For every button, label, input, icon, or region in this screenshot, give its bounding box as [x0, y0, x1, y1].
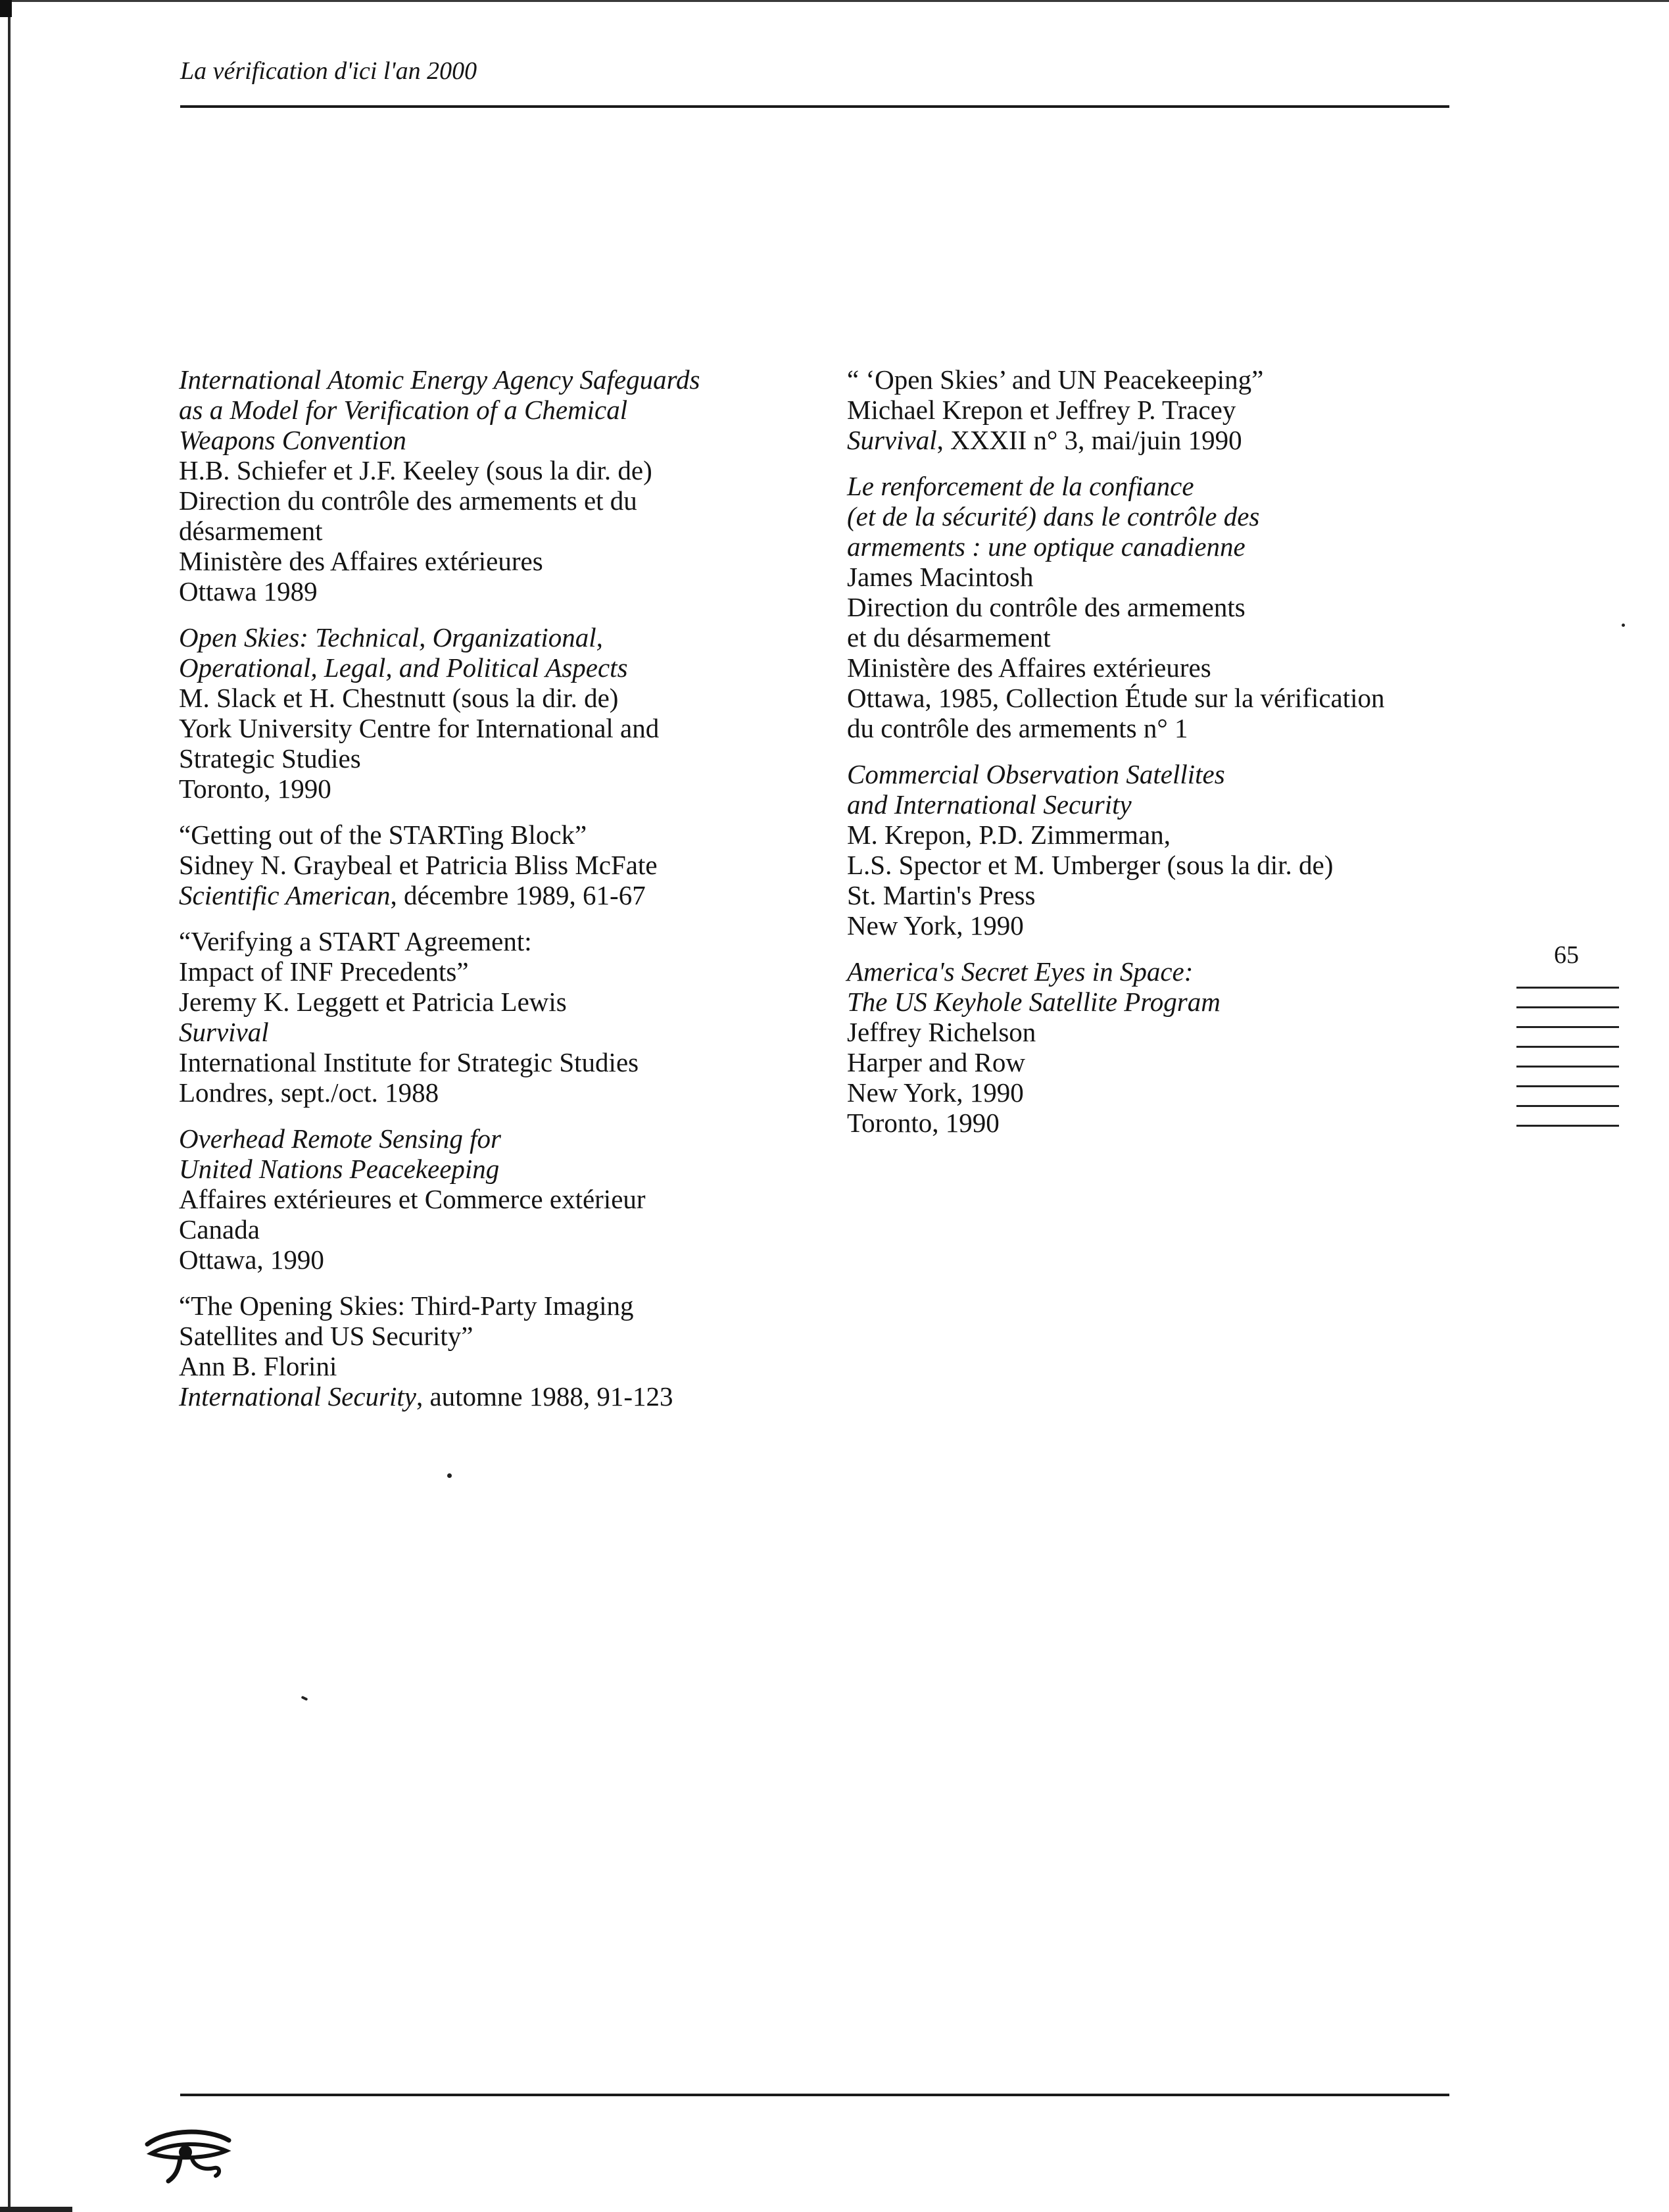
entry-line	[179, 880, 790, 910]
entry-line: armements : une optique canadienne	[847, 531, 1246, 562]
entry-line: Satellites and US Security”	[179, 1321, 473, 1351]
entry-line: Ottawa, 1985, Collection Étude sur la vérification	[847, 683, 1385, 713]
bibliography-entry	[847, 364, 1465, 455]
entry-line: Jeffrey Richelson	[847, 1017, 1036, 1047]
entry-line: Le renforcement de la confiance	[847, 471, 1194, 501]
entry-line: Ann B. Florini	[179, 1351, 337, 1381]
entry-line: Direction du contrôle des armements et du	[179, 485, 637, 516]
running-title: La vérification d'ici l'an 2000	[180, 57, 477, 85]
scan-speck	[1622, 624, 1625, 627]
entry-line: Londres, sept./oct. 1988	[179, 1077, 439, 1108]
entry-line: et du désarmement	[847, 622, 1051, 652]
entry-line: Open Skies: Technical, Organizational,	[179, 622, 603, 652]
entry-line: Weapons Convention	[179, 425, 406, 455]
scan-edge-bottom	[0, 2207, 72, 2212]
footer-rule	[180, 2094, 1449, 2096]
entry-line: International Institute for Strategic Studies	[179, 1047, 639, 1077]
bibliography-entry	[847, 471, 1465, 743]
entry-line: “ ‘Open Skies’ and UN Peacekeeping”	[847, 364, 1264, 395]
entry-line: “The Opening Skies: Third-Party Imaging	[179, 1290, 634, 1321]
bibliography-entry	[179, 1290, 790, 1412]
entry-line: Operational, Legal, and Political Aspects	[179, 652, 628, 683]
entry-line: James Macintosh	[847, 562, 1034, 592]
entry-line: M. Slack et H. Chestnutt (sous la dir. de)	[179, 683, 619, 713]
entry-line: Michael Krepon et Jeffrey P. Tracey	[847, 395, 1236, 425]
entry-line: International Atomic Energy Agency Safeguards	[179, 364, 700, 395]
entry-line: New York, 1990	[847, 910, 1024, 941]
entry-line: Impact of INF Precedents”	[179, 956, 469, 987]
entry-line: Ottawa 1989	[179, 576, 318, 606]
entry-line: Ottawa, 1990	[179, 1244, 324, 1275]
entry-line: Harper and Row	[847, 1047, 1025, 1077]
entry-line: Jeremy K. Leggett et Patricia Lewis	[179, 987, 567, 1017]
margin-rule	[1516, 1046, 1619, 1048]
entry-line: Toronto, 1990	[179, 774, 331, 804]
page-number: 65	[1554, 941, 1579, 969]
entry-line: Strategic Studies	[179, 743, 361, 774]
scan-edge-top	[0, 0, 1669, 2]
bibliography-right-column	[847, 364, 1465, 1154]
entry-title-part: Survival	[847, 425, 937, 455]
margin-rule	[1516, 1026, 1619, 1028]
entry-line: Affaires extérieures et Commerce extérieur	[179, 1184, 646, 1214]
entry-line: and International Security	[847, 789, 1132, 820]
margin-rule	[1516, 1006, 1619, 1008]
bibliography-entry	[847, 956, 1465, 1138]
entry-line: Ministère des Affaires extérieures	[179, 546, 543, 576]
eye-of-horus-icon	[142, 2125, 234, 2185]
entry-line: H.B. Schiefer et J.F. Keeley (sous la dir. de)	[179, 455, 652, 485]
margin-rule	[1516, 987, 1619, 989]
entry-line	[179, 1381, 790, 1412]
entry-line: Direction du contrôle des armements	[847, 592, 1246, 622]
entry-line: du contrôle des armements n° 1	[847, 713, 1188, 743]
entry-line: York University Centre for International and	[179, 713, 660, 743]
scan-speck	[447, 1473, 452, 1478]
entry-line: “Verifying a START Agreement:	[179, 926, 532, 956]
entry-text-part: , XXXII n° 3, mai/juin 1990	[936, 425, 1242, 455]
margin-rule	[1516, 1105, 1619, 1107]
bibliography-entry	[179, 820, 790, 910]
entry-line: Overhead Remote Sensing for	[179, 1123, 501, 1154]
margin-rule	[1516, 1066, 1619, 1068]
bibliography-entry	[179, 364, 790, 606]
entry-text-part: , automne 1988, 91-123	[416, 1381, 673, 1412]
entry-line: United Nations Peacekeeping	[179, 1154, 500, 1184]
entry-line: The US Keyhole Satellite Program	[847, 987, 1221, 1017]
entry-line: as a Model for Verification of a Chemical	[179, 395, 628, 425]
header-rule	[180, 105, 1449, 108]
scan-speck	[301, 1696, 308, 1701]
margin-rule	[1516, 1125, 1619, 1127]
margin-rule	[1516, 1085, 1619, 1087]
entry-line: Canada	[179, 1214, 260, 1244]
bibliography-left-column	[179, 364, 790, 1427]
entry-line: (et de la sécurité) dans le contrôle des	[847, 501, 1260, 531]
entry-text-part: , décembre 1989, 61-67	[390, 880, 646, 910]
margin-rules	[1516, 987, 1619, 1144]
entry-line: Toronto, 1990	[847, 1108, 1000, 1138]
entry-line: “Getting out of the STARTing Block”	[179, 820, 587, 850]
entry-line: Survival	[179, 1017, 269, 1047]
entry-line: Sidney N. Graybeal et Patricia Bliss McFate	[179, 850, 658, 880]
entry-line	[847, 425, 1465, 455]
bibliography-entry	[179, 1123, 790, 1275]
entry-line: désarmement	[179, 516, 323, 546]
scan-edge-left	[8, 0, 11, 2212]
bibliography-entry	[179, 622, 790, 804]
entry-line: New York, 1990	[847, 1077, 1024, 1108]
entry-title-part: Scientific American	[179, 880, 391, 910]
entry-line: M. Krepon, P.D. Zimmerman,	[847, 820, 1171, 850]
bibliography-entry	[847, 759, 1465, 941]
entry-title-part: International Security	[179, 1381, 416, 1412]
corner-mark	[0, 0, 12, 17]
entry-line: America's Secret Eyes in Space:	[847, 956, 1194, 987]
bibliography-entry	[179, 926, 790, 1108]
entry-line: Ministère des Affaires extérieures	[847, 652, 1211, 683]
entry-line: Commercial Observation Satellites	[847, 759, 1225, 789]
entry-line: St. Martin's Press	[847, 880, 1036, 910]
entry-line: L.S. Spector et M. Umberger (sous la dir. de)	[847, 850, 1334, 880]
